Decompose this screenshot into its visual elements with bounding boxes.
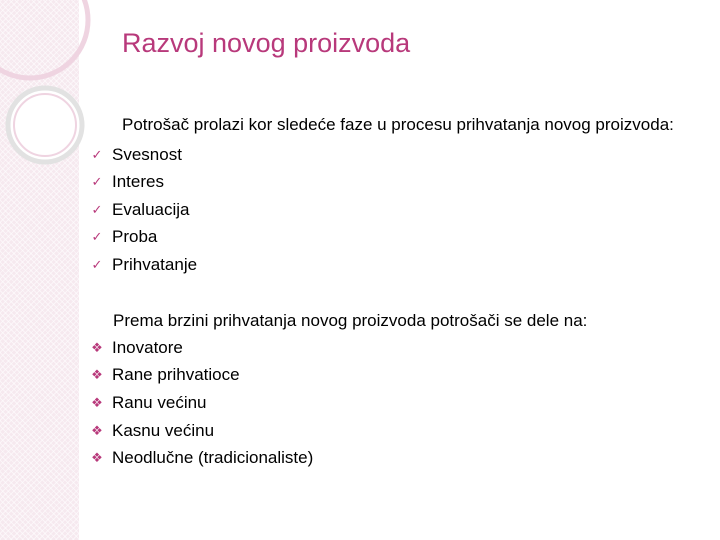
- phase-label: Interes: [112, 172, 164, 191]
- list-item: [82, 390, 207, 416]
- checkmark-icon: ✓: [91, 174, 103, 189]
- diamond-bullet-icon: ❖: [91, 367, 103, 382]
- adopter-label: Kasnu većinu: [112, 421, 215, 440]
- phase-label: Svesnost: [112, 145, 182, 164]
- phase-label: Evaluacija: [112, 200, 190, 219]
- adopter-label: Ranu većinu: [112, 393, 207, 412]
- list-item: [82, 335, 183, 361]
- list-item: [82, 142, 182, 168]
- phases-intro-text: Potrošač prolazi kor sledeće faze u procesu prihvatanja novog proizvoda:: [122, 115, 674, 134]
- diamond-bullet-icon: ❖: [91, 395, 103, 410]
- adopter-label: Neodlučne (tradicionaliste): [112, 448, 314, 467]
- phase-label: Proba: [112, 227, 158, 246]
- diamond-bullet-icon: ❖: [91, 423, 103, 438]
- diamond-bullet-icon: ❖: [91, 340, 103, 355]
- slide-title: Razvoj novog proizvoda: [122, 28, 411, 58]
- list-item: [82, 418, 214, 444]
- adopter-label: Rane prihvatioce: [112, 365, 240, 384]
- diamond-bullet-icon: ❖: [91, 450, 103, 465]
- list-item: [82, 224, 157, 250]
- checkmark-icon: ✓: [91, 229, 103, 244]
- list-item: [82, 197, 190, 223]
- list-item: [82, 169, 164, 195]
- adopter-label: Inovatore: [112, 338, 183, 357]
- list-item: [82, 362, 240, 388]
- checkmark-icon: ✓: [91, 202, 103, 217]
- list-item: [82, 252, 197, 278]
- adopters-intro-text: Prema brzini prihvatanja novog proizvoda potrošači se dele na:: [113, 311, 588, 330]
- phase-label: Prihvatanje: [112, 255, 198, 274]
- checkmark-icon: ✓: [91, 257, 103, 272]
- checkmark-icon: ✓: [91, 147, 103, 162]
- list-item: [82, 445, 313, 471]
